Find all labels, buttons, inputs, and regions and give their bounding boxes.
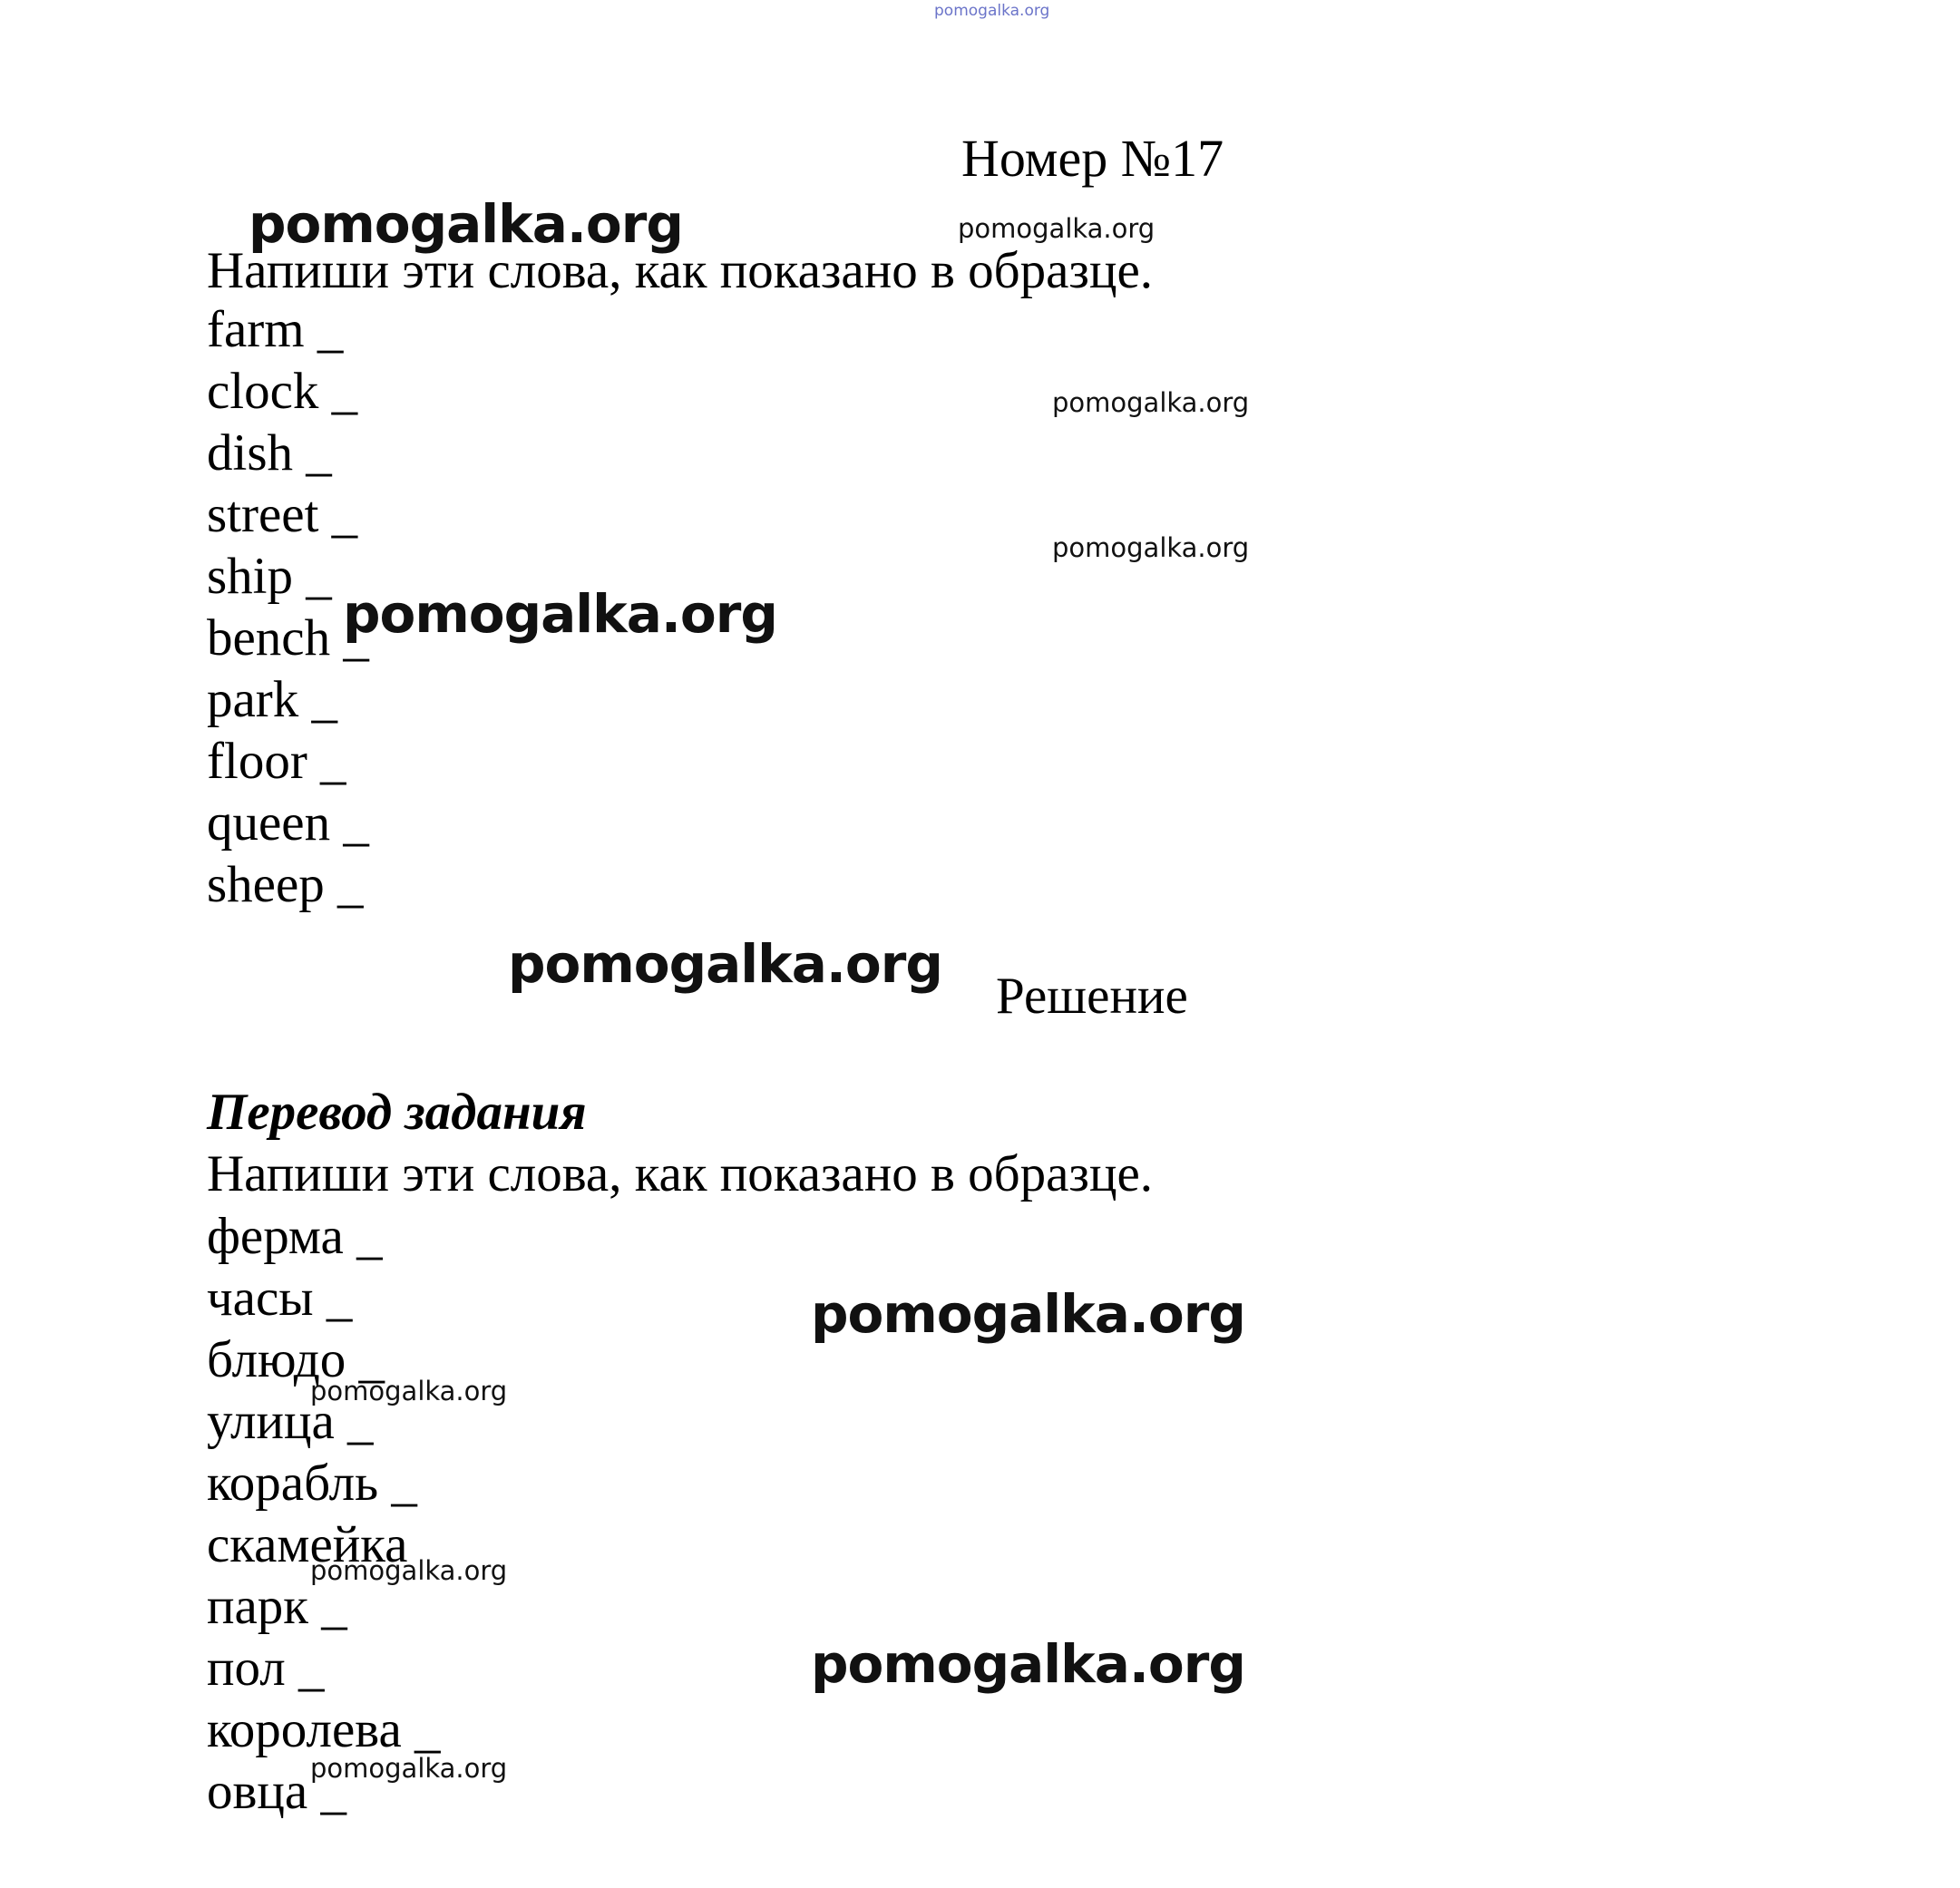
list-item: парк _ xyxy=(207,1578,347,1635)
watermark: pomogalka.org xyxy=(343,583,777,645)
watermark: pomogalka.org xyxy=(508,933,942,995)
watermark: pomogalka.org xyxy=(958,213,1156,244)
watermark: pomogalka.org xyxy=(1052,387,1250,418)
list-item: queen _ xyxy=(207,794,369,852)
list-item: овца _ xyxy=(207,1763,346,1820)
list-item: улица _ xyxy=(207,1393,374,1450)
translated-word-list xyxy=(207,1206,441,1823)
list-item: bench _ xyxy=(207,609,369,667)
top-watermark: pomogalka.org xyxy=(934,2,1050,20)
watermark: pomogalka.org xyxy=(310,1753,508,1784)
list-item: clock _ xyxy=(207,363,358,420)
page-title: Номер №17 xyxy=(961,129,1224,188)
list-item: park _ xyxy=(207,671,338,728)
solution-label: Решение xyxy=(996,968,1188,1025)
task-instruction: Напиши эти слова, как показано в образце. xyxy=(207,242,1154,299)
list-item: пол _ xyxy=(207,1640,325,1697)
list-item: королева _ xyxy=(207,1701,441,1758)
watermark: pomogalka.org xyxy=(811,1283,1245,1345)
watermark: pomogalka.org xyxy=(811,1633,1245,1695)
list-item: street _ xyxy=(207,486,358,543)
list-item: ферма _ xyxy=(207,1208,383,1265)
watermark: pomogalka.org xyxy=(310,1555,508,1586)
watermark: pomogalka.org xyxy=(1052,532,1250,563)
translation-instruction: Напиши эти слова, как показано в образце. xyxy=(207,1145,1154,1202)
list-item: скамейка xyxy=(207,1516,408,1573)
list-item: блюдо _ xyxy=(207,1331,385,1388)
list-item: ship _ xyxy=(207,548,332,605)
watermark: pomogalka.org xyxy=(310,1376,508,1406)
list-item: часы _ xyxy=(207,1270,353,1327)
translation-heading: Перевод задания xyxy=(207,1084,587,1141)
list-item: корабль _ xyxy=(207,1455,417,1512)
watermark: pomogalka.org xyxy=(249,193,683,255)
list-item: floor _ xyxy=(207,733,346,790)
list-item: farm _ xyxy=(207,301,344,358)
list-item: sheep _ xyxy=(207,856,364,913)
list-item: dish _ xyxy=(207,424,332,482)
